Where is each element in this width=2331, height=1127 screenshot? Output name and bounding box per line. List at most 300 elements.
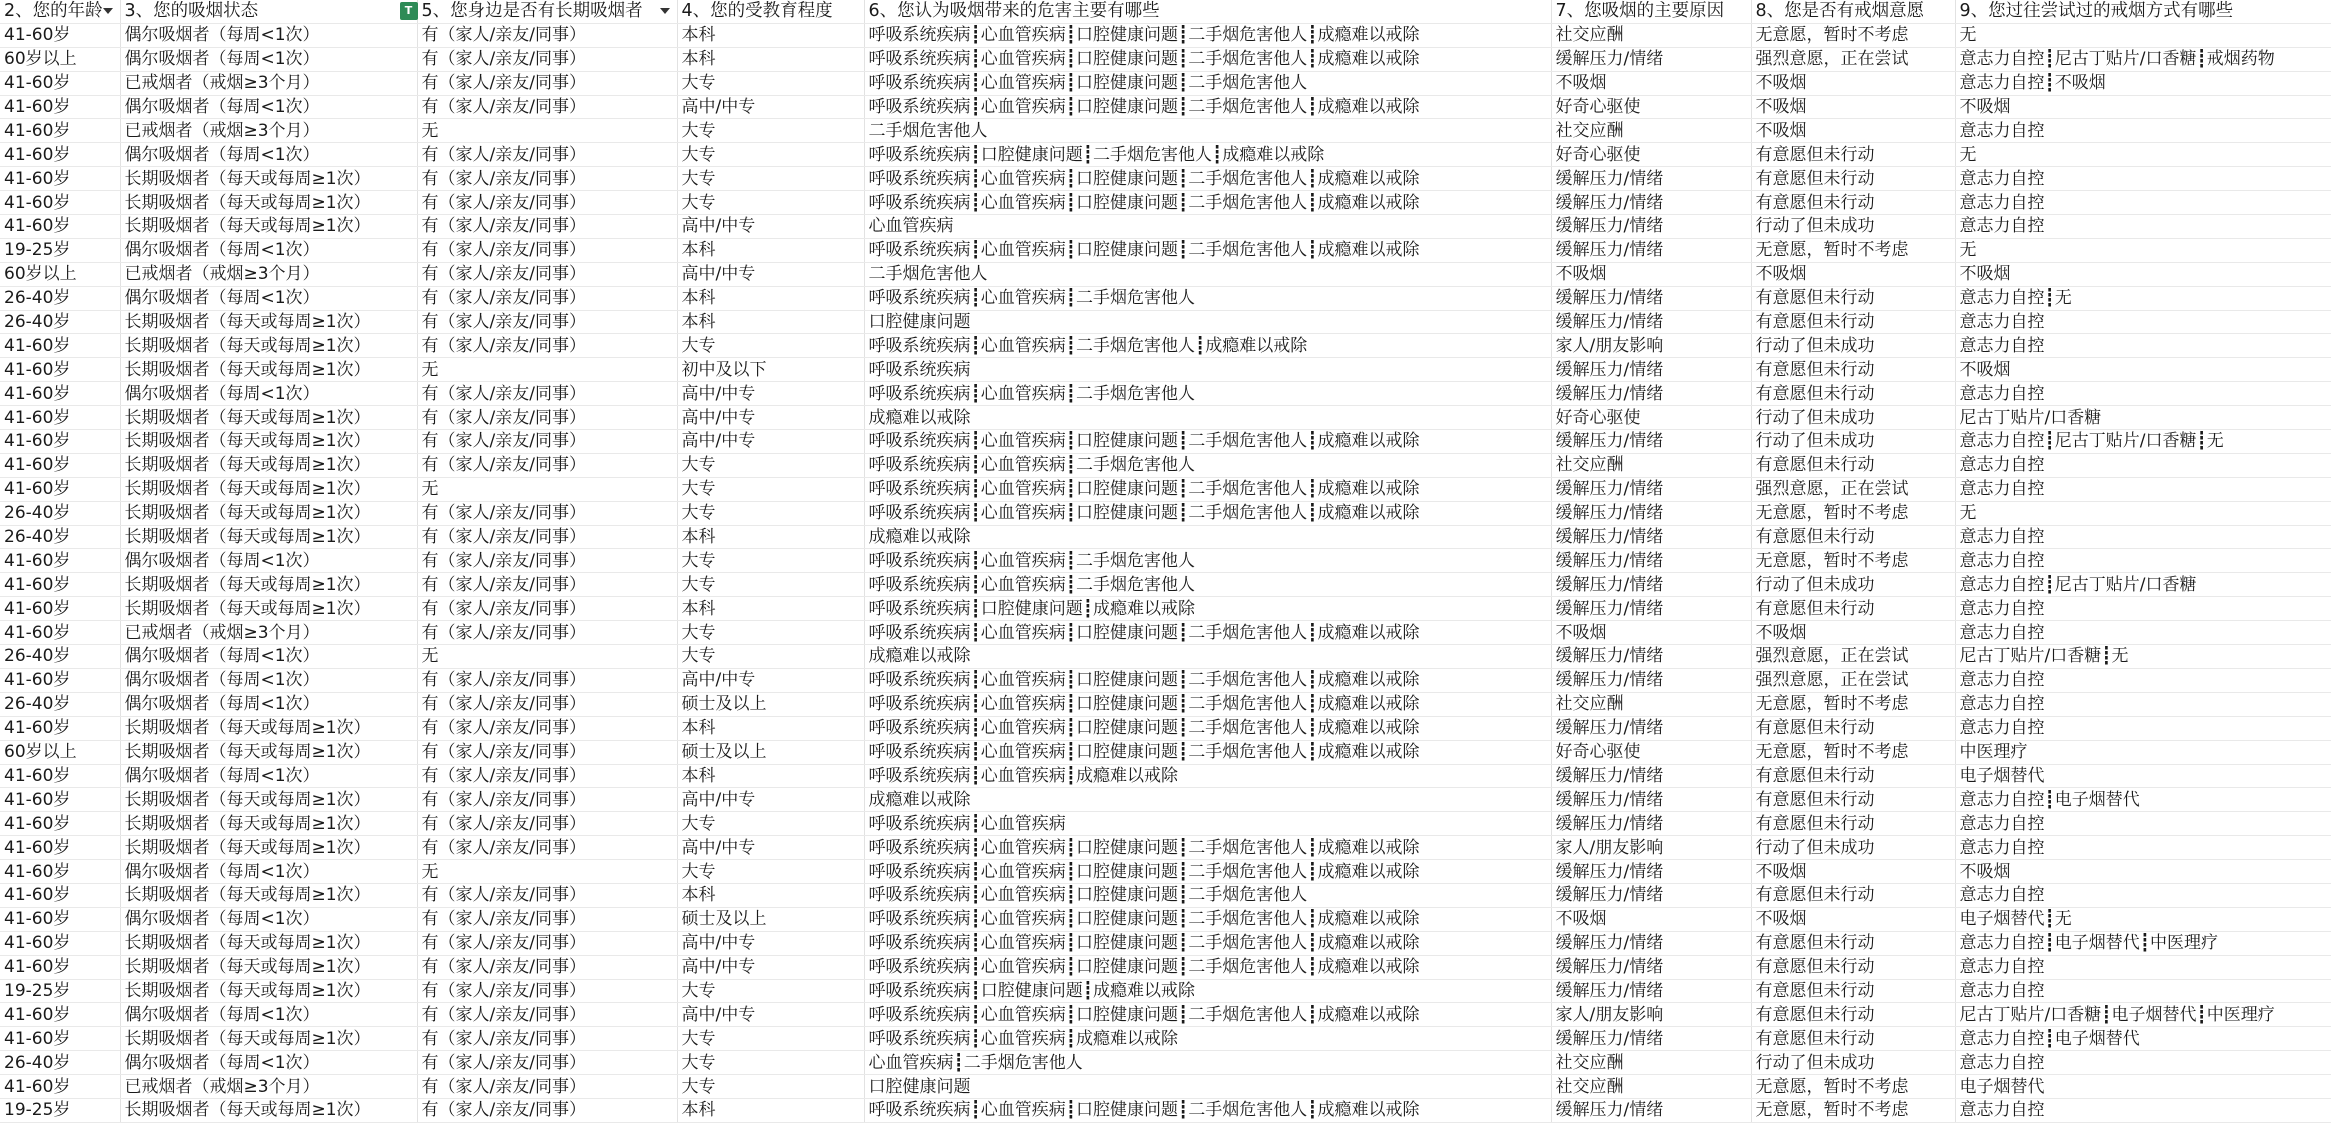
table-cell[interactable]: 有意愿但未行动 — [1751, 955, 1955, 979]
table-cell[interactable]: 无 — [1955, 501, 2331, 525]
table-cell[interactable]: 不吸烟 — [1955, 262, 2331, 286]
table-cell[interactable]: 已戒烟者（戒烟≥3个月） — [120, 262, 417, 286]
table-cell[interactable]: 无 — [417, 119, 677, 143]
table-cell[interactable]: 本科 — [677, 286, 864, 310]
table-cell[interactable]: 无意愿，暂时不考虑 — [1751, 549, 1955, 573]
table-cell[interactable]: 41-60岁 — [0, 95, 120, 119]
table-cell[interactable]: 有（家人/亲友/同事） — [417, 931, 677, 955]
table-cell[interactable]: 缓解压力/情绪 — [1551, 358, 1751, 382]
table-cell[interactable]: 长期吸烟者（每天或每周≥1次） — [120, 406, 417, 430]
table-cell[interactable]: 19-25岁 — [0, 238, 120, 262]
table-cell[interactable]: 41-60岁 — [0, 191, 120, 215]
table-cell[interactable]: 高中/中专 — [677, 262, 864, 286]
table-cell[interactable]: 缓解压力/情绪 — [1551, 47, 1751, 71]
table-cell[interactable]: 41-60岁 — [0, 883, 120, 907]
table-cell[interactable]: 社交应酬 — [1551, 453, 1751, 477]
table-cell[interactable]: 41-60岁 — [0, 1075, 120, 1099]
table-cell[interactable]: 长期吸烟者（每天或每周≥1次） — [120, 1098, 417, 1122]
table-cell[interactable]: 偶尔吸烟者（每周<1次） — [120, 143, 417, 167]
table-cell[interactable]: 长期吸烟者（每天或每周≥1次） — [120, 430, 417, 454]
table-cell[interactable]: 有意愿但未行动 — [1751, 1027, 1955, 1051]
table-cell[interactable]: 有（家人/亲友/同事） — [417, 191, 677, 215]
table-cell[interactable]: 电子烟替代┋无 — [1955, 907, 2331, 931]
table-cell[interactable]: 呼吸系统疾病┋心血管疾病┋口腔健康问题┋二手烟危害他人 — [864, 71, 1551, 95]
table-cell[interactable]: 尼古丁贴片/口香糖┋无 — [1955, 645, 2331, 669]
table-cell[interactable]: 有（家人/亲友/同事） — [417, 215, 677, 239]
table-cell[interactable]: 缓解压力/情绪 — [1551, 668, 1751, 692]
table-cell[interactable]: 缓解压力/情绪 — [1551, 1098, 1751, 1122]
table-cell[interactable]: 大专 — [677, 334, 864, 358]
table-cell[interactable]: 意志力自控┋尼古丁贴片/口香糖 — [1955, 573, 2331, 597]
table-cell[interactable]: 无 — [417, 860, 677, 884]
table-cell[interactable]: 有（家人/亲友/同事） — [417, 692, 677, 716]
table-cell[interactable]: 呼吸系统疾病┋心血管疾病┋口腔健康问题┋二手烟危害他人┋成瘾难以戒除 — [864, 621, 1551, 645]
table-cell[interactable]: 呼吸系统疾病┋心血管疾病┋口腔健康问题┋二手烟危害他人┋成瘾难以戒除 — [864, 477, 1551, 501]
column-header-4[interactable] — [677, 0, 864, 23]
table-cell[interactable]: 长期吸烟者（每天或每周≥1次） — [120, 931, 417, 955]
table-cell[interactable]: 41-60岁 — [0, 812, 120, 836]
table-cell[interactable]: 长期吸烟者（每天或每周≥1次） — [120, 477, 417, 501]
table-cell[interactable]: 有（家人/亲友/同事） — [417, 907, 677, 931]
table-cell[interactable]: 好奇心驱使 — [1551, 406, 1751, 430]
table-cell[interactable]: 41-60岁 — [0, 597, 120, 621]
table-cell[interactable]: 有意愿但未行动 — [1751, 382, 1955, 406]
table-cell[interactable]: 社交应酬 — [1551, 119, 1751, 143]
table-cell[interactable]: 本科 — [677, 764, 864, 788]
table-cell[interactable]: 偶尔吸烟者（每周<1次） — [120, 1003, 417, 1027]
table-cell[interactable]: 呼吸系统疾病 — [864, 358, 1551, 382]
table-cell[interactable]: 初中及以下 — [677, 358, 864, 382]
table-cell[interactable]: 缓解压力/情绪 — [1551, 238, 1751, 262]
table-cell[interactable]: 长期吸烟者（每天或每周≥1次） — [120, 597, 417, 621]
table-cell[interactable]: 口腔健康问题 — [864, 310, 1551, 334]
table-cell[interactable]: 有意愿但未行动 — [1751, 143, 1955, 167]
table-cell[interactable]: 意志力自控 — [1955, 621, 2331, 645]
table-cell[interactable]: 大专 — [677, 167, 864, 191]
table-cell[interactable]: 缓解压力/情绪 — [1551, 860, 1751, 884]
table-cell[interactable]: 41-60岁 — [0, 167, 120, 191]
table-cell[interactable]: 41-60岁 — [0, 860, 120, 884]
table-cell[interactable]: 有意愿但未行动 — [1751, 525, 1955, 549]
table-cell[interactable]: 缓解压力/情绪 — [1551, 382, 1751, 406]
table-cell[interactable]: 41-60岁 — [0, 907, 120, 931]
table-cell[interactable]: 高中/中专 — [677, 1003, 864, 1027]
table-cell[interactable]: 有（家人/亲友/同事） — [417, 262, 677, 286]
table-cell[interactable]: 高中/中专 — [677, 406, 864, 430]
column-header-3[interactable] — [404, 0, 677, 23]
table-cell[interactable]: 有（家人/亲友/同事） — [417, 95, 677, 119]
table-cell[interactable]: 26-40岁 — [0, 310, 120, 334]
table-cell[interactable]: 41-60岁 — [0, 358, 120, 382]
table-cell[interactable]: 长期吸烟者（每天或每周≥1次） — [120, 979, 417, 1003]
table-cell[interactable]: 长期吸烟者（每天或每周≥1次） — [120, 215, 417, 239]
table-cell[interactable]: 41-60岁 — [0, 143, 120, 167]
table-cell[interactable]: 有（家人/亲友/同事） — [417, 286, 677, 310]
table-cell[interactable]: 本科 — [677, 1098, 864, 1122]
table-cell[interactable]: 有（家人/亲友/同事） — [417, 1051, 677, 1075]
table-cell[interactable]: 有（家人/亲友/同事） — [417, 597, 677, 621]
table-cell[interactable]: 41-60岁 — [0, 382, 120, 406]
table-cell[interactable]: 意志力自控 — [1955, 525, 2331, 549]
table-cell[interactable]: 60岁以上 — [0, 262, 120, 286]
table-cell[interactable]: 大专 — [677, 812, 864, 836]
table-cell[interactable]: 二手烟危害他人 — [864, 119, 1551, 143]
table-cell[interactable]: 有（家人/亲友/同事） — [417, 334, 677, 358]
table-cell[interactable]: 有意愿但未行动 — [1751, 286, 1955, 310]
table-cell[interactable]: 家人/朋友影响 — [1551, 334, 1751, 358]
table-cell[interactable]: 意志力自控 — [1955, 549, 2331, 573]
table-cell[interactable]: 长期吸烟者（每天或每周≥1次） — [120, 883, 417, 907]
table-cell[interactable]: 呼吸系统疾病┋心血管疾病┋口腔健康问题┋二手烟危害他人┋成瘾难以戒除 — [864, 1003, 1551, 1027]
table-cell[interactable]: 偶尔吸烟者（每周<1次） — [120, 238, 417, 262]
table-cell[interactable]: 无意愿，暂时不考虑 — [1751, 692, 1955, 716]
table-cell[interactable]: 呼吸系统疾病┋心血管疾病┋口腔健康问题┋二手烟危害他人┋成瘾难以戒除 — [864, 931, 1551, 955]
table-cell[interactable]: 无 — [1955, 23, 2331, 47]
table-cell[interactable]: 不吸烟 — [1955, 95, 2331, 119]
table-cell[interactable]: 呼吸系统疾病┋心血管疾病┋成瘾难以戒除 — [864, 764, 1551, 788]
table-cell[interactable]: 高中/中专 — [677, 836, 864, 860]
table-cell[interactable]: 不吸烟 — [1751, 119, 1955, 143]
table-cell[interactable]: 无 — [1955, 238, 2331, 262]
table-cell[interactable]: 有（家人/亲友/同事） — [417, 1075, 677, 1099]
table-cell[interactable]: 呼吸系统疾病┋心血管疾病┋二手烟危害他人 — [864, 453, 1551, 477]
table-cell[interactable]: 呼吸系统疾病┋心血管疾病┋口腔健康问题┋二手烟危害他人┋成瘾难以戒除 — [864, 860, 1551, 884]
table-cell[interactable]: 无意愿，暂时不考虑 — [1751, 501, 1955, 525]
table-cell[interactable]: 呼吸系统疾病┋心血管疾病┋口腔健康问题┋二手烟危害他人┋成瘾难以戒除 — [864, 740, 1551, 764]
table-cell[interactable]: 缓解压力/情绪 — [1551, 191, 1751, 215]
table-cell[interactable]: 无意愿，暂时不考虑 — [1751, 23, 1955, 47]
table-cell[interactable]: 成瘾难以戒除 — [864, 645, 1551, 669]
table-cell[interactable]: 意志力自控 — [1955, 668, 2331, 692]
table-cell[interactable]: 心血管疾病┋二手烟危害他人 — [864, 1051, 1551, 1075]
table-cell[interactable]: 呼吸系统疾病┋心血管疾病┋口腔健康问题┋二手烟危害他人┋成瘾难以戒除 — [864, 47, 1551, 71]
table-cell[interactable]: 意志力自控 — [1955, 310, 2331, 334]
table-cell[interactable]: 有（家人/亲友/同事） — [417, 1098, 677, 1122]
table-cell[interactable]: 不吸烟 — [1551, 621, 1751, 645]
table-cell[interactable]: 高中/中专 — [677, 955, 864, 979]
table-cell[interactable]: 行动了但未成功 — [1751, 430, 1955, 454]
table-cell[interactable]: 有（家人/亲友/同事） — [417, 238, 677, 262]
table-cell[interactable]: 意志力自控 — [1955, 334, 2331, 358]
table-cell[interactable]: 不吸烟 — [1751, 860, 1955, 884]
table-cell[interactable]: 41-60岁 — [0, 836, 120, 860]
table-cell[interactable]: 大专 — [677, 1051, 864, 1075]
table-cell[interactable]: 26-40岁 — [0, 692, 120, 716]
table-cell[interactable]: 长期吸烟者（每天或每周≥1次） — [120, 525, 417, 549]
table-cell[interactable]: 41-60岁 — [0, 23, 120, 47]
table-cell[interactable]: 有意愿但未行动 — [1751, 310, 1955, 334]
table-cell[interactable]: 高中/中专 — [677, 382, 864, 406]
table-cell[interactable]: 41-60岁 — [0, 931, 120, 955]
table-cell[interactable]: 呼吸系统疾病┋口腔健康问题┋成瘾难以戒除 — [864, 597, 1551, 621]
table-cell[interactable]: 长期吸烟者（每天或每周≥1次） — [120, 836, 417, 860]
table-cell[interactable]: 意志力自控 — [1955, 167, 2331, 191]
table-cell[interactable]: 意志力自控 — [1955, 979, 2331, 1003]
table-cell[interactable]: 大专 — [677, 645, 864, 669]
table-cell[interactable]: 呼吸系统疾病┋心血管疾病┋口腔健康问题┋二手烟危害他人┋成瘾难以戒除 — [864, 95, 1551, 119]
table-cell[interactable]: 26-40岁 — [0, 645, 120, 669]
table-cell[interactable]: 强烈意愿，正在尝试 — [1751, 47, 1955, 71]
table-cell[interactable]: 电子烟替代 — [1955, 764, 2331, 788]
table-cell[interactable]: 不吸烟 — [1551, 907, 1751, 931]
table-cell[interactable]: 意志力自控 — [1955, 382, 2331, 406]
table-cell[interactable]: 呼吸系统疾病┋心血管疾病┋二手烟危害他人 — [864, 286, 1551, 310]
table-cell[interactable]: 缓解压力/情绪 — [1551, 430, 1751, 454]
table-cell[interactable]: 有（家人/亲友/同事） — [417, 382, 677, 406]
filter-dropdown-icon[interactable] — [100, 3, 116, 19]
table-cell[interactable]: 有意愿但未行动 — [1751, 167, 1955, 191]
table-cell[interactable]: 无意愿，暂时不考虑 — [1751, 740, 1955, 764]
table-cell[interactable]: 41-60岁 — [0, 453, 120, 477]
table-cell[interactable]: 偶尔吸烟者（每周<1次） — [120, 907, 417, 931]
table-cell[interactable]: 呼吸系统疾病┋口腔健康问题┋成瘾难以戒除 — [864, 979, 1551, 1003]
table-cell[interactable]: 呼吸系统疾病┋心血管疾病┋口腔健康问题┋二手烟危害他人┋成瘾难以戒除 — [864, 955, 1551, 979]
table-cell[interactable]: 缓解压力/情绪 — [1551, 955, 1751, 979]
table-cell[interactable]: 呼吸系统疾病┋心血管疾病┋口腔健康问题┋二手烟危害他人 — [864, 883, 1551, 907]
table-cell[interactable]: 呼吸系统疾病┋心血管疾病┋口腔健康问题┋二手烟危害他人┋成瘾难以戒除 — [864, 692, 1551, 716]
table-cell[interactable]: 本科 — [677, 310, 864, 334]
table-cell[interactable]: 意志力自控 — [1955, 955, 2331, 979]
table-cell[interactable]: 41-60岁 — [0, 477, 120, 501]
table-cell[interactable]: 41-60岁 — [0, 955, 120, 979]
table-cell[interactable]: 意志力自控 — [1955, 692, 2331, 716]
table-cell[interactable]: 长期吸烟者（每天或每周≥1次） — [120, 716, 417, 740]
table-cell[interactable]: 高中/中专 — [677, 931, 864, 955]
table-cell[interactable]: 本科 — [677, 238, 864, 262]
table-cell[interactable]: 有意愿但未行动 — [1751, 358, 1955, 382]
table-cell[interactable]: 意志力自控 — [1955, 453, 2331, 477]
table-cell[interactable]: 缓解压力/情绪 — [1551, 716, 1751, 740]
table-cell[interactable]: 有（家人/亲友/同事） — [417, 836, 677, 860]
table-cell[interactable]: 社交应酬 — [1551, 23, 1751, 47]
table-cell[interactable]: 有（家人/亲友/同事） — [417, 47, 677, 71]
table-cell[interactable]: 缓解压力/情绪 — [1551, 286, 1751, 310]
table-cell[interactable]: 不吸烟 — [1551, 71, 1751, 95]
table-cell[interactable]: 19-25岁 — [0, 1098, 120, 1122]
column-header-2[interactable] — [120, 0, 417, 23]
table-cell[interactable]: 大专 — [677, 501, 864, 525]
table-cell[interactable]: 成瘾难以戒除 — [864, 525, 1551, 549]
table-cell[interactable]: 偶尔吸烟者（每周<1次） — [120, 95, 417, 119]
table-cell[interactable]: 大专 — [677, 477, 864, 501]
table-cell[interactable]: 长期吸烟者（每天或每周≥1次） — [120, 191, 417, 215]
table-cell[interactable]: 长期吸烟者（每天或每周≥1次） — [120, 334, 417, 358]
table-cell[interactable]: 41-60岁 — [0, 549, 120, 573]
table-cell[interactable]: 缓解压力/情绪 — [1551, 645, 1751, 669]
table-cell[interactable]: 无意愿，暂时不考虑 — [1751, 1098, 1955, 1122]
table-cell[interactable]: 有意愿但未行动 — [1751, 597, 1955, 621]
table-cell[interactable]: 偶尔吸烟者（每周<1次） — [120, 1051, 417, 1075]
table-cell[interactable]: 41-60岁 — [0, 406, 120, 430]
table-cell[interactable]: 缓解压力/情绪 — [1551, 597, 1751, 621]
table-cell[interactable]: 硕士及以上 — [677, 907, 864, 931]
table-cell[interactable]: 呼吸系统疾病┋心血管疾病┋二手烟危害他人 — [864, 549, 1551, 573]
table-cell[interactable]: 家人/朋友影响 — [1551, 1003, 1751, 1027]
table-cell[interactable]: 社交应酬 — [1551, 692, 1751, 716]
table-cell[interactable]: 大专 — [677, 860, 864, 884]
table-cell[interactable]: 呼吸系统疾病┋心血管疾病┋口腔健康问题┋二手烟危害他人┋成瘾难以戒除 — [864, 1098, 1551, 1122]
table-cell[interactable]: 强烈意愿，正在尝试 — [1751, 477, 1955, 501]
table-cell[interactable]: 意志力自控 — [1955, 597, 2331, 621]
table-cell[interactable]: 有（家人/亲友/同事） — [417, 1003, 677, 1027]
table-cell[interactable]: 呼吸系统疾病┋心血管疾病┋口腔健康问题┋二手烟危害他人┋成瘾难以戒除 — [864, 501, 1551, 525]
table-cell[interactable]: 缓解压力/情绪 — [1551, 931, 1751, 955]
table-cell[interactable]: 意志力自控┋尼古丁贴片/口香糖┋戒烟药物 — [1955, 47, 2331, 71]
table-cell[interactable]: 大专 — [677, 549, 864, 573]
table-cell[interactable]: 大专 — [677, 143, 864, 167]
table-cell[interactable]: 缓解压力/情绪 — [1551, 215, 1751, 239]
table-cell[interactable]: 偶尔吸烟者（每周<1次） — [120, 23, 417, 47]
table-cell[interactable]: 缓解压力/情绪 — [1551, 883, 1751, 907]
table-cell[interactable]: 长期吸烟者（每天或每周≥1次） — [120, 358, 417, 382]
table-cell[interactable]: 已戒烟者（戒烟≥3个月） — [120, 71, 417, 95]
table-cell[interactable]: 高中/中专 — [677, 668, 864, 692]
table-cell[interactable]: 不吸烟 — [1551, 262, 1751, 286]
table-cell[interactable]: 有（家人/亲友/同事） — [417, 573, 677, 597]
table-cell[interactable]: 有（家人/亲友/同事） — [417, 430, 677, 454]
table-cell[interactable]: 有（家人/亲友/同事） — [417, 549, 677, 573]
table-cell[interactable]: 26-40岁 — [0, 1051, 120, 1075]
table-cell[interactable]: 长期吸烟者（每天或每周≥1次） — [120, 573, 417, 597]
table-cell[interactable]: 偶尔吸烟者（每周<1次） — [120, 47, 417, 71]
table-cell[interactable]: 呼吸系统疾病┋心血管疾病┋口腔健康问题┋二手烟危害他人┋成瘾难以戒除 — [864, 167, 1551, 191]
table-cell[interactable]: 硕士及以上 — [677, 692, 864, 716]
column-header-6[interactable] — [1551, 0, 1751, 23]
table-cell[interactable]: 大专 — [677, 1027, 864, 1051]
table-cell[interactable]: 有（家人/亲友/同事） — [417, 812, 677, 836]
table-cell[interactable]: 呼吸系统疾病┋心血管疾病┋口腔健康问题┋二手烟危害他人┋成瘾难以戒除 — [864, 23, 1551, 47]
table-cell[interactable]: 长期吸烟者（每天或每周≥1次） — [120, 788, 417, 812]
table-cell[interactable]: 41-60岁 — [0, 334, 120, 358]
table-cell[interactable]: 已戒烟者（戒烟≥3个月） — [120, 621, 417, 645]
table-cell[interactable]: 有（家人/亲友/同事） — [417, 525, 677, 549]
table-cell[interactable]: 强烈意愿，正在尝试 — [1751, 645, 1955, 669]
table-cell[interactable]: 41-60岁 — [0, 430, 120, 454]
table-cell[interactable]: 已戒烟者（戒烟≥3个月） — [120, 1075, 417, 1099]
table-cell[interactable]: 有（家人/亲友/同事） — [417, 955, 677, 979]
table-cell[interactable]: 呼吸系统疾病┋心血管疾病┋口腔健康问题┋二手烟危害他人┋成瘾难以戒除 — [864, 907, 1551, 931]
table-cell[interactable]: 尼古丁贴片/口香糖 — [1955, 406, 2331, 430]
table-cell[interactable]: 意志力自控 — [1955, 119, 2331, 143]
table-cell[interactable]: 意志力自控 — [1955, 1051, 2331, 1075]
table-cell[interactable]: 大专 — [677, 191, 864, 215]
table-cell[interactable]: 缓解压力/情绪 — [1551, 979, 1751, 1003]
table-cell[interactable]: 呼吸系统疾病┋心血管疾病┋口腔健康问题┋二手烟危害他人┋成瘾难以戒除 — [864, 668, 1551, 692]
table-cell[interactable]: 意志力自控 — [1955, 191, 2331, 215]
table-cell[interactable]: 缓解压力/情绪 — [1551, 1027, 1751, 1051]
table-cell[interactable]: 无意愿，暂时不考虑 — [1751, 1075, 1955, 1099]
table-cell[interactable]: 成瘾难以戒除 — [864, 788, 1551, 812]
table-cell[interactable]: 有（家人/亲友/同事） — [417, 71, 677, 95]
table-cell[interactable]: 二手烟危害他人 — [864, 262, 1551, 286]
table-cell[interactable]: 大专 — [677, 573, 864, 597]
table-cell[interactable]: 有（家人/亲友/同事） — [417, 764, 677, 788]
table-cell[interactable]: 无 — [417, 358, 677, 382]
table-cell[interactable]: 本科 — [677, 23, 864, 47]
table-cell[interactable]: 呼吸系统疾病┋心血管疾病┋口腔健康问题┋二手烟危害他人┋成瘾难以戒除 — [864, 716, 1551, 740]
table-cell[interactable]: 本科 — [677, 883, 864, 907]
table-cell[interactable]: 41-60岁 — [0, 668, 120, 692]
table-cell[interactable]: 不吸烟 — [1751, 71, 1955, 95]
table-cell[interactable]: 缓解压力/情绪 — [1551, 477, 1751, 501]
table-cell[interactable]: 偶尔吸烟者（每周<1次） — [120, 860, 417, 884]
table-cell[interactable]: 中医理疗 — [1955, 740, 2331, 764]
table-cell[interactable]: 长期吸烟者（每天或每周≥1次） — [120, 453, 417, 477]
table-cell[interactable]: 长期吸烟者（每天或每周≥1次） — [120, 740, 417, 764]
table-cell[interactable]: 行动了但未成功 — [1751, 1051, 1955, 1075]
table-cell[interactable]: 缓解压力/情绪 — [1551, 310, 1751, 334]
table-cell[interactable]: 意志力自控┋尼古丁贴片/口香糖┋无 — [1955, 430, 2331, 454]
table-cell[interactable]: 19-25岁 — [0, 979, 120, 1003]
table-cell[interactable]: 心血管疾病 — [864, 215, 1551, 239]
table-cell[interactable]: 社交应酬 — [1551, 1051, 1751, 1075]
table-cell[interactable]: 高中/中专 — [677, 788, 864, 812]
table-cell[interactable]: 41-60岁 — [0, 215, 120, 239]
table-cell[interactable]: 呼吸系统疾病┋心血管疾病┋口腔健康问题┋二手烟危害他人┋成瘾难以戒除 — [864, 836, 1551, 860]
table-cell[interactable]: 偶尔吸烟者（每周<1次） — [120, 549, 417, 573]
table-cell[interactable]: 硕士及以上 — [677, 740, 864, 764]
table-cell[interactable]: 缓解压力/情绪 — [1551, 812, 1751, 836]
table-cell[interactable]: 大专 — [677, 453, 864, 477]
table-cell[interactable]: 有意愿但未行动 — [1751, 191, 1955, 215]
table-cell[interactable]: 有意愿但未行动 — [1751, 812, 1955, 836]
table-cell[interactable]: 有意愿但未行动 — [1751, 931, 1955, 955]
table-cell[interactable]: 意志力自控 — [1955, 812, 2331, 836]
table-cell[interactable]: 意志力自控 — [1955, 1098, 2331, 1122]
table-cell[interactable]: 偶尔吸烟者（每周<1次） — [120, 668, 417, 692]
table-cell[interactable]: 有（家人/亲友/同事） — [417, 453, 677, 477]
table-cell[interactable]: 家人/朋友影响 — [1551, 836, 1751, 860]
table-cell[interactable]: 有（家人/亲友/同事） — [417, 167, 677, 191]
table-cell[interactable]: 本科 — [677, 597, 864, 621]
table-cell[interactable]: 行动了但未成功 — [1751, 573, 1955, 597]
table-cell[interactable]: 41-60岁 — [0, 1003, 120, 1027]
table-cell[interactable]: 41-60岁 — [0, 764, 120, 788]
table-cell[interactable]: 有（家人/亲友/同事） — [417, 883, 677, 907]
table-cell[interactable]: 26-40岁 — [0, 525, 120, 549]
table-cell[interactable]: 大专 — [677, 979, 864, 1003]
table-cell[interactable]: 不吸烟 — [1751, 907, 1955, 931]
table-cell[interactable]: 意志力自控 — [1955, 477, 2331, 501]
table-cell[interactable]: 41-60岁 — [0, 788, 120, 812]
table-cell[interactable]: 大专 — [677, 621, 864, 645]
table-cell[interactable]: 缓解压力/情绪 — [1551, 167, 1751, 191]
table-cell[interactable]: 不吸烟 — [1751, 621, 1955, 645]
table-cell[interactable]: 行动了但未成功 — [1751, 334, 1955, 358]
table-cell[interactable]: 有（家人/亲友/同事） — [417, 740, 677, 764]
table-cell[interactable]: 口腔健康问题 — [864, 1075, 1551, 1099]
table-cell[interactable]: 缓解压力/情绪 — [1551, 764, 1751, 788]
table-cell[interactable]: 呼吸系统疾病┋心血管疾病┋口腔健康问题┋二手烟危害他人┋成瘾难以戒除 — [864, 238, 1551, 262]
table-cell[interactable]: 26-40岁 — [0, 286, 120, 310]
table-cell[interactable]: 无 — [1955, 143, 2331, 167]
table-cell[interactable]: 意志力自控 — [1955, 716, 2331, 740]
table-cell[interactable]: 呼吸系统疾病┋心血管疾病┋二手烟危害他人 — [864, 573, 1551, 597]
table-cell[interactable]: 41-60岁 — [0, 573, 120, 597]
table-cell[interactable]: 不吸烟 — [1955, 860, 2331, 884]
table-cell[interactable]: 有（家人/亲友/同事） — [417, 23, 677, 47]
table-cell[interactable]: 意志力自控┋无 — [1955, 286, 2331, 310]
table-cell[interactable]: 有（家人/亲友/同事） — [417, 501, 677, 525]
column-header-5[interactable] — [864, 0, 1551, 23]
table-cell[interactable]: 长期吸烟者（每天或每周≥1次） — [120, 1027, 417, 1051]
table-cell[interactable]: 长期吸烟者（每天或每周≥1次） — [120, 501, 417, 525]
table-cell[interactable]: 有意愿但未行动 — [1751, 979, 1955, 1003]
column-header-1[interactable] — [0, 0, 120, 23]
table-cell[interactable]: 长期吸烟者（每天或每周≥1次） — [120, 955, 417, 979]
table-cell[interactable]: 呼吸系统疾病┋心血管疾病 — [864, 812, 1551, 836]
table-cell[interactable]: 60岁以上 — [0, 740, 120, 764]
